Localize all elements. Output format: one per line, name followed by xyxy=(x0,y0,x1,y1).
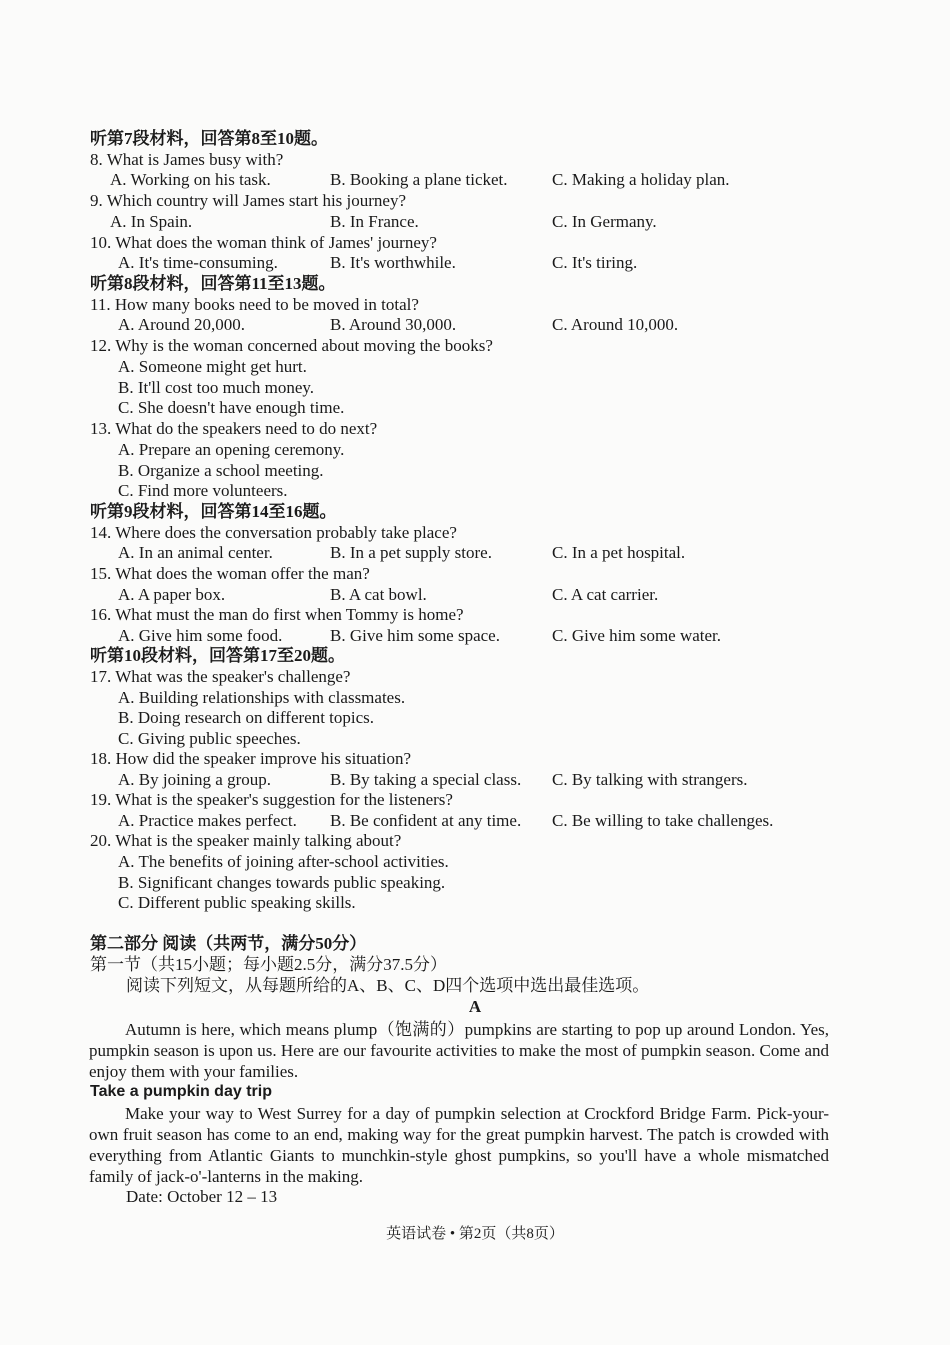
q11-option-a: A. Around 20,000. xyxy=(118,315,246,334)
q20-option-b: B. Significant changes towards public speaking. xyxy=(118,873,446,892)
q13-option-b: B. Organize a school meeting. xyxy=(118,461,324,480)
question-13: 13. What do the speakers need to do next? xyxy=(90,419,378,438)
q18-option-c: C. By talking with strangers. xyxy=(552,770,748,789)
question-16: 16. What must the man do first when Tommy is home? xyxy=(90,605,464,624)
q9-option-c: C. In Germany. xyxy=(552,212,657,231)
q13-option-c: C. Find more volunteers. xyxy=(118,481,288,500)
question-8: 8. What is James busy with? xyxy=(90,150,284,169)
subheading-pumpkin-day-trip: Take a pumpkin day trip xyxy=(90,1083,272,1100)
q20-option-a: A. The benefits of joining after-school activities. xyxy=(118,852,449,871)
q17-option-c: C. Giving public speeches. xyxy=(118,729,301,748)
q10-option-b: B. It's worthwhile. xyxy=(330,253,456,272)
q16-option-a: A. Give him some food. xyxy=(118,626,283,645)
paragraph-2-text: Make your way to West Surrey for a day of pumpkin selection at Crockford Bridge Farm. Pick-your-own fruit season has come to an end, making way for the great pumpkin harvest. The patch is crowded with everything from Atlantic Giants to munchkin-style ghost pumpkins, so you'll have a whole mismatched family of jack-o'-lanterns in the making. xyxy=(89,1104,829,1186)
q16-option-c: C. Give him some water. xyxy=(552,626,722,645)
q12-option-a: A. Someone might get hurt. xyxy=(118,357,307,376)
q19-option-a: A. Practice makes perfect. xyxy=(118,811,297,830)
q17-option-a: A. Building relationships with classmates. xyxy=(118,688,406,707)
question-11: 11. How many books need to be moved in total? xyxy=(90,295,419,314)
question-14: 14. Where does the conversation probably take place? xyxy=(90,523,457,542)
q15-option-a: A. A paper box. xyxy=(118,585,226,604)
passage-paragraph-1 xyxy=(89,1019,829,1082)
q18-option-a: A. By joining a group. xyxy=(118,770,271,789)
q11-option-b: B. Around 30,000. xyxy=(330,315,457,334)
q18-option-b: B. By taking a special class. xyxy=(330,770,522,789)
q20-option-c: C. Different public speaking skills. xyxy=(118,893,356,912)
q11-option-c: C. Around 10,000. xyxy=(552,315,679,334)
q10-option-a: A. It's time-consuming. xyxy=(118,253,278,272)
passage-label: A xyxy=(468,997,482,1016)
q9-option-a: A. In Spain. xyxy=(110,212,193,231)
question-20: 20. What is the speaker mainly talking about? xyxy=(90,831,402,850)
reading-instruction: 阅读下列短文，从每题所给的A、B、C、D四个选项中选出最佳选项。 xyxy=(126,976,650,995)
q12-option-c: C. She doesn't have enough time. xyxy=(118,398,345,417)
q8-option-c: C. Making a holiday plan. xyxy=(552,170,730,189)
event-date: Date: October 12 – 13 xyxy=(126,1187,278,1206)
q13-option-a: A. Prepare an opening ceremony. xyxy=(118,440,345,459)
question-9: 9. Which country will James start his journey? xyxy=(90,191,407,210)
section1-title: 第一节（共15小题；每小题2.5分，满分37.5分） xyxy=(90,955,447,974)
q8-option-b: B. Booking a plane ticket. xyxy=(330,170,508,189)
q17-option-b: B. Doing research on different topics. xyxy=(118,708,375,727)
q10-option-c: C. It's tiring. xyxy=(552,253,638,272)
question-10: 10. What does the woman think of James' journey? xyxy=(90,233,437,252)
section-heading-8: 听第8段材料，回答第11至13题。 xyxy=(90,274,336,293)
q8-option-a: A. Working on his task. xyxy=(110,170,271,189)
question-12: 12. Why is the woman concerned about moving the books? xyxy=(90,336,493,355)
q14-option-c: C. In a pet hospital. xyxy=(552,543,686,562)
section-heading-7: 听第7段材料，回答第8至10题。 xyxy=(90,129,328,148)
question-17: 17. What was the speaker's challenge? xyxy=(90,667,351,686)
question-18: 18. How did the speaker improve his situation? xyxy=(90,749,412,768)
q9-option-b: B. In France. xyxy=(330,212,419,231)
q16-option-b: B. Give him some space. xyxy=(330,626,500,645)
question-19: 19. What is the speaker's suggestion for the listeners? xyxy=(90,790,453,809)
page-footer: 英语试卷 • 第2页（共8页） xyxy=(386,1226,564,1242)
q12-option-b: B. It'll cost too much money. xyxy=(118,378,315,397)
q19-option-c: C. Be willing to take challenges. xyxy=(552,811,774,830)
section-heading-10: 听第10段材料，回答第17至20题。 xyxy=(90,646,345,665)
q15-option-b: B. A cat bowl. xyxy=(330,585,427,604)
q14-option-b: B. In a pet supply store. xyxy=(330,543,492,562)
question-15: 15. What does the woman offer the man? xyxy=(90,564,370,583)
section-heading-9: 听第9段材料，回答第14至16题。 xyxy=(90,502,337,521)
q15-option-c: C. A cat carrier. xyxy=(552,585,659,604)
q19-option-b: B. Be confident at any time. xyxy=(330,811,522,830)
passage-paragraph-2 xyxy=(89,1103,829,1187)
paragraph-1-text: Autumn is here, which means plump（饱满的）pumpkins are starting to pop up around London. Yes, pumpkin season is upon us. Here are our favourite activities to make the most of pumpkin season. Come and enjoy them with your families. xyxy=(89,1020,829,1081)
part2-title: 第二部分 阅读（共两节，满分50分） xyxy=(90,934,367,953)
q14-option-a: A. In an animal center. xyxy=(118,543,273,562)
